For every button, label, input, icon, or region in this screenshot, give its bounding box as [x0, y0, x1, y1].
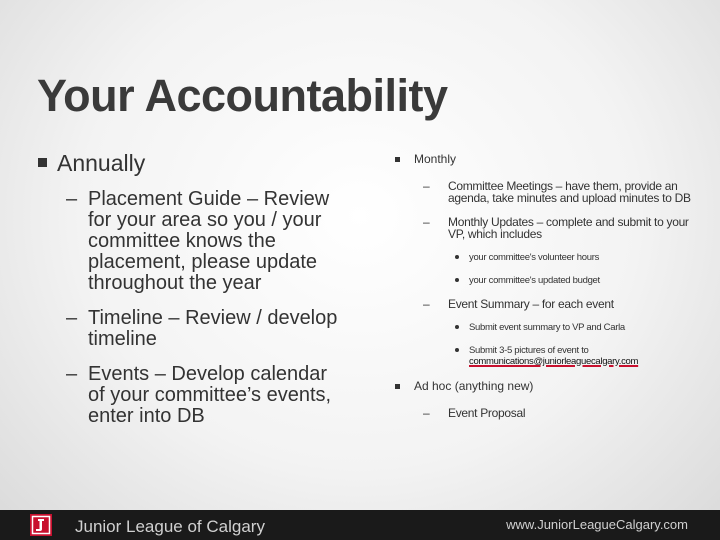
- monthly-subitem: [455, 252, 695, 263]
- monthly-item-text: Monthly Updates – complete and submit to your VP, which includes: [448, 215, 689, 241]
- monthly-adhoc-section: [395, 152, 695, 431]
- dash-bullet-icon: –: [66, 363, 78, 385]
- annual-item-text: Events – Develop calendar of your committee’s events, enter into DB: [88, 363, 332, 427]
- monthly-subitem: [455, 322, 695, 333]
- square-bullet-icon: [395, 384, 400, 389]
- dot-bullet-icon: [455, 348, 459, 352]
- email-link[interactable]: communications@juniorleaguecalgary.com: [469, 356, 639, 367]
- dash-bullet-icon: –: [423, 215, 430, 229]
- annual-item: [66, 189, 338, 294]
- monthly-subitem-text-prefix: Submit 3-5 pictures of event to: [469, 345, 589, 356]
- monthly-heading-row: [395, 152, 695, 166]
- annual-item-text: Timeline – Review / develop timeline: [88, 307, 338, 350]
- dot-bullet-icon: [455, 255, 459, 259]
- monthly-item: [423, 180, 695, 204]
- annual-item-text: Placement Guide – Review for your area so you / your committee knows the placement, please update throughout the year: [88, 188, 330, 294]
- monthly-item-text: Committee Meetings – have them, provide an agenda, take minutes and upload minutes to DB: [448, 179, 691, 205]
- adhoc-heading-row: [395, 379, 695, 393]
- footer-website[interactable]: www.JuniorLeagueCalgary.com: [506, 517, 688, 532]
- adhoc-heading: Ad hoc (anything new): [414, 379, 534, 393]
- footer-org-name: Junior League of Calgary: [75, 517, 265, 536]
- dot-bullet-icon: [455, 325, 459, 329]
- square-bullet-icon: [395, 157, 400, 162]
- dash-bullet-icon: –: [423, 406, 430, 420]
- monthly-subitem-text: [469, 345, 638, 367]
- monthly-subitem: [455, 275, 695, 286]
- monthly-item: [423, 298, 695, 310]
- monthly-subitem: [455, 345, 695, 367]
- slide-title: Your Accountability: [37, 70, 448, 121]
- monthly-subitem-text: your committee's updated budget: [469, 275, 600, 286]
- dash-bullet-icon: –: [66, 307, 78, 329]
- dot-bullet-icon: [455, 278, 459, 282]
- monthly-subitem-text: your committee's volunteer hours: [469, 252, 600, 263]
- annual-item: [66, 308, 338, 350]
- junior-league-logo-icon: [30, 514, 52, 536]
- monthly-item: [423, 216, 695, 240]
- monthly-heading: Monthly: [414, 152, 457, 166]
- adhoc-item: [423, 407, 695, 419]
- dash-bullet-icon: –: [66, 188, 78, 210]
- monthly-subitem-text: Submit event summary to VP and Carla: [469, 322, 625, 333]
- dash-bullet-icon: –: [423, 297, 430, 311]
- square-bullet-icon: [38, 158, 47, 167]
- annual-heading-row: [38, 150, 338, 177]
- annual-section: [38, 150, 338, 441]
- annual-heading: Annually: [57, 150, 146, 176]
- monthly-item-text: Event Summary – for each event: [448, 297, 614, 311]
- annual-item: [66, 364, 338, 427]
- dash-bullet-icon: –: [423, 179, 430, 193]
- adhoc-item-text: Event Proposal: [448, 406, 526, 420]
